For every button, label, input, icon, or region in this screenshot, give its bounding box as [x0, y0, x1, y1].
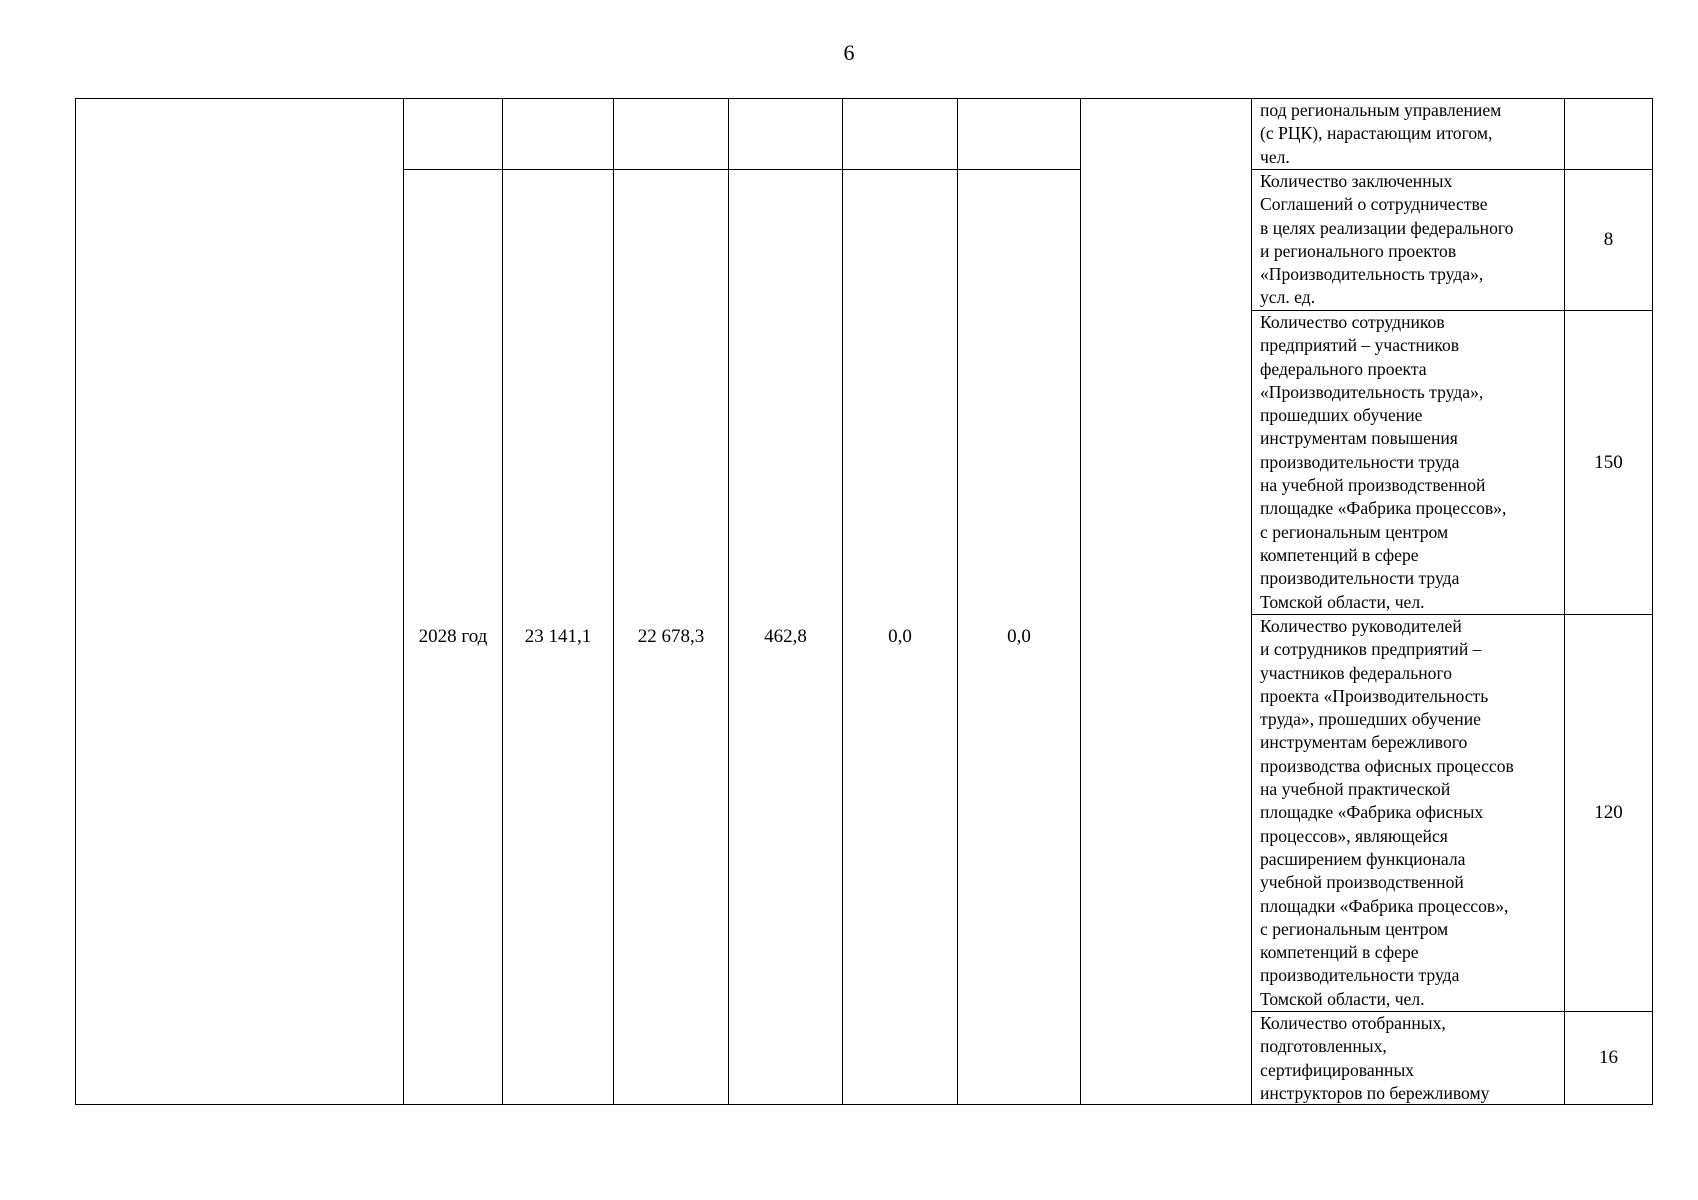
- indicator-value: [1565, 99, 1652, 169]
- indicator-value: 150: [1594, 451, 1623, 473]
- total-amount-cell: 23 141,1: [524, 626, 592, 647]
- indicator-value: 8: [1603, 229, 1614, 250]
- indicator-name: Количество заключенных Соглашений о сотрудничестве в целях реализации федерального и регионального проектов «Производительность труда», усл. ед.: [1260, 171, 1514, 308]
- indicator-name: под региональным управлением (с РЦК), нарастающим итогом, чел.: [1260, 100, 1502, 167]
- year-cell: 2028 год: [418, 626, 488, 647]
- page-number: 6: [843, 40, 855, 65]
- amount-cell: 0,0: [888, 626, 912, 647]
- column-divider: [1652, 98, 1653, 1104]
- table-bottom-border: [75, 1104, 1653, 1105]
- column-divider: [1251, 98, 1252, 1104]
- indicator-value: 120: [1594, 802, 1623, 823]
- column-divider: [1080, 98, 1081, 1104]
- amount-cell: 22 678,3: [637, 626, 705, 647]
- column-divider: [75, 98, 76, 1104]
- indicator-name: Количество сотрудников предприятий – участников федерального проекта «Производительность труда», прошедших обучение инструментам повышения производительности труда на учебной производственной площадке «Фабрика процессов», с региональным центром компетенций в сфере производительности труда Томской области, чел.: [1260, 312, 1507, 612]
- indicator-value: 16: [1599, 1047, 1618, 1068]
- indicator-name: Количество руководителей и сотрудников предприятий – участников федерального проекта «Производительность труда», прошедших обучение инструментам бережливого производства офисных процессов на учебной практической площадке «Фабрика офисных процессов», являющейся расширением функционала учебной производственной площадки «Фабрика процессов», с региональным центром компетенций в сфере производительности труда Томской области, чел.: [1260, 616, 1514, 1009]
- amount-cell: 0,0: [1007, 626, 1031, 647]
- amount-cell: 462,8: [764, 626, 807, 647]
- indicator-name: Количество отобранных, подготовленных, сертифицированных инструкторов по бережливому: [1260, 1013, 1490, 1103]
